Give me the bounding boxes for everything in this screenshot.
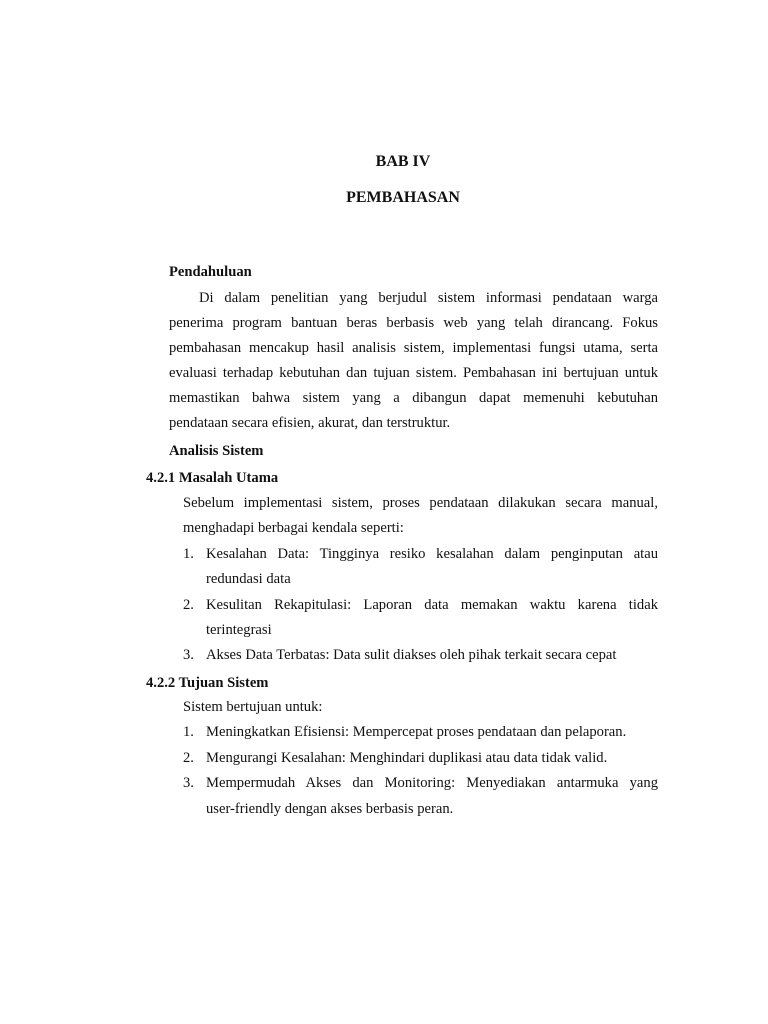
intro-line-3: pembahasan mencakup hasil analisis sistem, implementasi fungsi utama, serta	[169, 340, 658, 356]
section-422-heading: 4.2.2 Tujuan Sistem	[146, 675, 269, 691]
chapter-title: PEMBAHASAN	[346, 189, 460, 206]
section-421-intro-1: Sebelum implementasi sistem, proses pendataan dilakukan secara manual,	[183, 495, 658, 511]
list-item-text: Meningkatkan Efisiensi: Mempercepat proses pendataan dan pelaporan.	[206, 724, 627, 740]
list-item-text: Kesalahan Data: Tingginya resiko kesalahan dalam penginputan atau	[206, 546, 658, 562]
intro-line-6: pendataan secara efisien, akurat, dan terstruktur.	[169, 415, 451, 431]
list-item-number: 1.	[183, 724, 194, 740]
intro-line-4: evaluasi terhadap kebutuhan dan tujuan sistem. Pembahasan ini bertujuan untuk	[169, 365, 658, 381]
list-item-text: Mempermudah Akses dan Monitoring: Menyediakan antarmuka yang	[206, 775, 658, 791]
intro-line-2: penerima program bantuan beras berbasis web yang telah dirancang. Fokus	[169, 315, 658, 331]
list-item-text: Mengurangi Kesalahan: Menghindari duplikasi atau data tidak valid.	[206, 750, 608, 766]
section-421-heading: 4.2.1 Masalah Utama	[146, 470, 279, 486]
list-item-text: terintegrasi	[206, 622, 272, 638]
list-item-number: 3.	[183, 647, 194, 663]
list-item-text: redundasi data	[206, 571, 291, 587]
list-item-text: Kesulitan Rekapitulasi: Laporan data memakan waktu karena tidak	[206, 597, 658, 613]
list-item-number: 1.	[183, 546, 194, 562]
section-422-intro: Sistem bertujuan untuk:	[183, 699, 323, 715]
list-item-text: Akses Data Terbatas: Data sulit diakses oleh pihak terkait secara cepat	[206, 647, 617, 663]
list-item-number: 2.	[183, 597, 194, 613]
section-421-intro-2: menghadapi berbagai kendala seperti:	[183, 520, 404, 536]
intro-line-5: memastikan bahwa sistem yang a dibangun dapat memenuhi kebutuhan	[169, 390, 658, 406]
list-item-number: 2.	[183, 750, 194, 766]
intro-heading: Pendahuluan	[169, 264, 252, 280]
list-item-text: user-friendly dengan akses berbasis peran.	[206, 801, 454, 817]
analysis-heading: Analisis Sistem	[169, 443, 264, 459]
intro-line-1: Di dalam penelitian yang berjudul sistem informasi pendataan warga	[199, 290, 658, 306]
chapter-number: BAB IV	[375, 153, 431, 170]
list-item-number: 3.	[183, 775, 194, 791]
